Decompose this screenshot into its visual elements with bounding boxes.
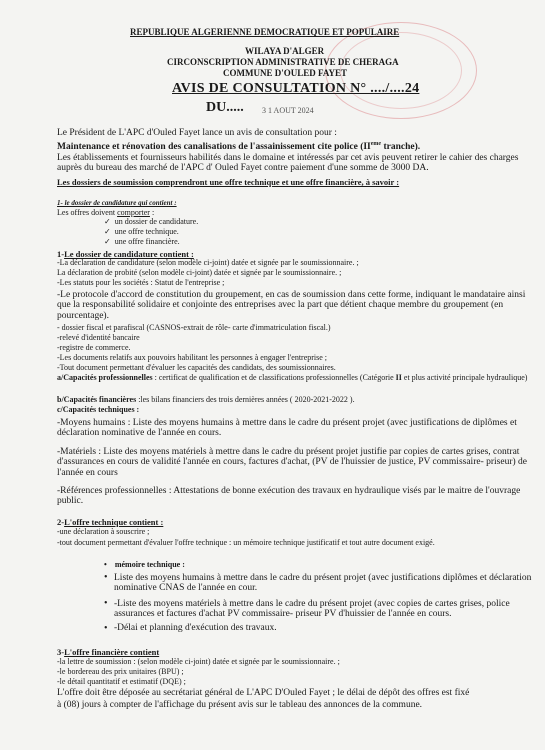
heading-text: Le dossier de candidature contient : (64, 249, 194, 259)
capacites-techniques-heading: c/Capacités techniques : (57, 405, 140, 414)
heading-number: 2- (57, 517, 65, 527)
bullet-text: -Liste des moyens matériels à mettre dans le cadre du présent projet (avec copies de cartes grises, police assurances et factures d'achat PV commissaire- priseur PV d'huissier de l'année en cours. (114, 599, 510, 620)
bullet-icon: • (104, 598, 108, 609)
offres-underlined: comporter (117, 208, 150, 217)
avis-date: 3 1 AOUT 2024 (262, 106, 314, 115)
candidature-doc-line: La déclaration de probité (selon modèle ci-joint) datée et signée par le soumissionnaire. ; (57, 268, 342, 277)
check-item-label: une offre financière. (114, 237, 180, 246)
dossiers-heading: Les dossiers de soumission comprendront une offre technique et une offre financière, à savoir : (57, 177, 400, 187)
bullet-icon: • (104, 572, 108, 583)
cap-pro-category: II (395, 373, 402, 382)
project-title (57, 141, 420, 153)
candidature-doc-line: -Les documents relatifs aux pouvoirs habilitant les personnes à engager l'entreprise ; (57, 353, 328, 362)
avis-title: AVIS DE CONSULTATION N° ..../....24 (172, 81, 420, 96)
bullet-text: -Délai et planning d'exécution des travaux. (114, 623, 277, 633)
deposit-line: L'offre doit être déposée au secrétariat général de L'APC D'Ouled Fayet ; le délai de dépôt des offres est fixé (57, 688, 470, 698)
candidature-doc-line: -Les statuts pour les sociétés : Statut de l'entreprise ; (57, 278, 225, 287)
official-stamp-inner-ring (340, 32, 462, 109)
project-title-end: tranche). (381, 142, 421, 153)
candidature-doc-line: -La déclaration de candidature (selon modèle ci-joint) datée et signée par le soumissionnaire. ; (57, 258, 359, 267)
avis-date-prefix: DU..... (206, 100, 244, 115)
check-item-label: un dossier de candidature. (114, 217, 199, 226)
cap-pro-label: a/Capacités professionnelles (57, 373, 153, 382)
intro-line: Le Président de L'APC d'Ouled Fayet lance un avis de consultation pour : (57, 128, 337, 138)
bullet-text: mémoire technique : (114, 560, 185, 569)
offre-financiere-line: -la lettre de soumission : (selon modèle ci-joint) datée et signée par le soumissionnaire. ; (57, 657, 340, 666)
check-item-label: une offre technique. (114, 227, 179, 236)
cap-pro-text: : certificat de qualification et de classifications professionnelles (Catégorie (152, 373, 396, 382)
check-item (104, 218, 198, 226)
offre-financiere-heading (57, 648, 159, 657)
offre-technique-line: -une déclaration à souscrire ; (57, 527, 150, 536)
moyens-humains: -Moyens humains : Liste des moyens humains à mettre dans le cadre du présent projet (avec justifications de diplômes et déclaration nominative de l'année en cours. (57, 418, 517, 439)
bullet-icon: • (104, 623, 108, 634)
candidature-doc-line: -registre de commerce. (57, 343, 131, 352)
bullet-text: Liste des moyens humains à mettre dans le cadre du présent projet (avec justifications diplômes et déclaration nominative CNAS de l'année en cour. (114, 573, 532, 594)
candidature-heading: 1- le dossier de candidature qui contient : (57, 199, 177, 207)
offre-technique-line: -tout document permettant d'évaluer l'offre technique : un mémoire technique justificatif et tout autre document exigé. (57, 538, 435, 547)
deadline-line: à (08) jours à compter de l'affichage du présent avis sur le tableau des annonces de la commune. (57, 700, 423, 710)
capacites-financieres (57, 396, 355, 404)
cap-fin-text: :les bilans financiers des trois dernières années ( 2020-2021-2022 ). (136, 395, 355, 404)
heading-number: 1- (57, 249, 65, 259)
references-professionnelles: -Références professionnelles : Attestations de bonne exécution des travaux en hydraulique visés par le maitre de l'ouvrage public. (57, 486, 521, 507)
project-title-text: Maintenance et rénovation des canalisations de l'assainissement cite police (II (57, 142, 371, 153)
candidature-doc-line: -relevé d'identité bancaire (57, 333, 140, 342)
checkmark-icon: ✓ (104, 217, 115, 226)
intro-paragraph: Les établissements et fournisseurs habilités dans le domaine et intéressés par cet avis peuvent retirer le cahier des charges auprès du bureau des marché de l'APC d' Ouled Fayet contre paiement d'une somme de 3000 DA. (57, 153, 519, 174)
project-title-sup: eme (370, 141, 382, 147)
offre-financiere-line: -le détail quantitatif et estimatif (DQE) ; (57, 677, 186, 686)
protocole-paragraph: -Le protocole d'accord de constitution du groupement, en cas de soumission dans cette forme, indiquant le mandataire ainsi que la responsabilité solidaire et conjointe des entreprises avec la part que détient chaque membre du groupement (en pourcentage). (57, 290, 526, 321)
offres-end: : (149, 208, 155, 217)
circonscription-line: CIRCONSCRIPTION ADMINISTRATIVE DE CHERAGA (167, 57, 399, 67)
wilaya-line: WILAYA D'ALGER (245, 46, 325, 56)
cap-pro-end: et plus activité principale hydraulique) (401, 373, 528, 382)
republic-title: REPUBLIQUE ALGERIENNE DEMOCRATIQUE ET POPULAIRE (130, 27, 400, 37)
offre-technique-heading (57, 518, 163, 527)
cap-fin-label: b/Capacités financières (57, 395, 137, 404)
capacites-professionnelles (57, 374, 535, 383)
checkmark-icon: ✓ (104, 237, 115, 246)
checkmark-icon: ✓ (104, 227, 115, 236)
candidature-doc-line: -Tout document permettant d'évaluer les capacités des candidats, des soumissionnaires. (57, 363, 336, 372)
commune-line: COMMUNE D'OULED FAYET (223, 68, 348, 78)
offre-financiere-line: -le bordereau des prix unitaires (BPU) ; (57, 667, 184, 676)
check-item (104, 228, 179, 236)
heading-number: 3- (57, 647, 65, 657)
candidature-doc-line: - dossier fiscal et parafiscal (CASNOS-extrait de rôle- carte d'immatriculation fiscal.) (57, 323, 331, 332)
bullet-icon: • (104, 560, 115, 569)
materiels: -Matériels : Liste des moyens matériels à mettre dans le cadre du présent projet justifie par copies de cartes grises, contrat d'assurances en cours de validité l'année en cours, factures d'achat, (PV de l'huissier de justice, PV commissaire- priseur) de l'année en cours (57, 447, 527, 478)
offres-line (57, 209, 154, 217)
heading-text: L'offre technique contient : (64, 517, 164, 527)
check-item (104, 238, 180, 246)
offres-text: Les offres doivent (57, 208, 118, 217)
bullet-item (104, 561, 185, 569)
heading-text: L'offre financière contient (64, 647, 160, 657)
